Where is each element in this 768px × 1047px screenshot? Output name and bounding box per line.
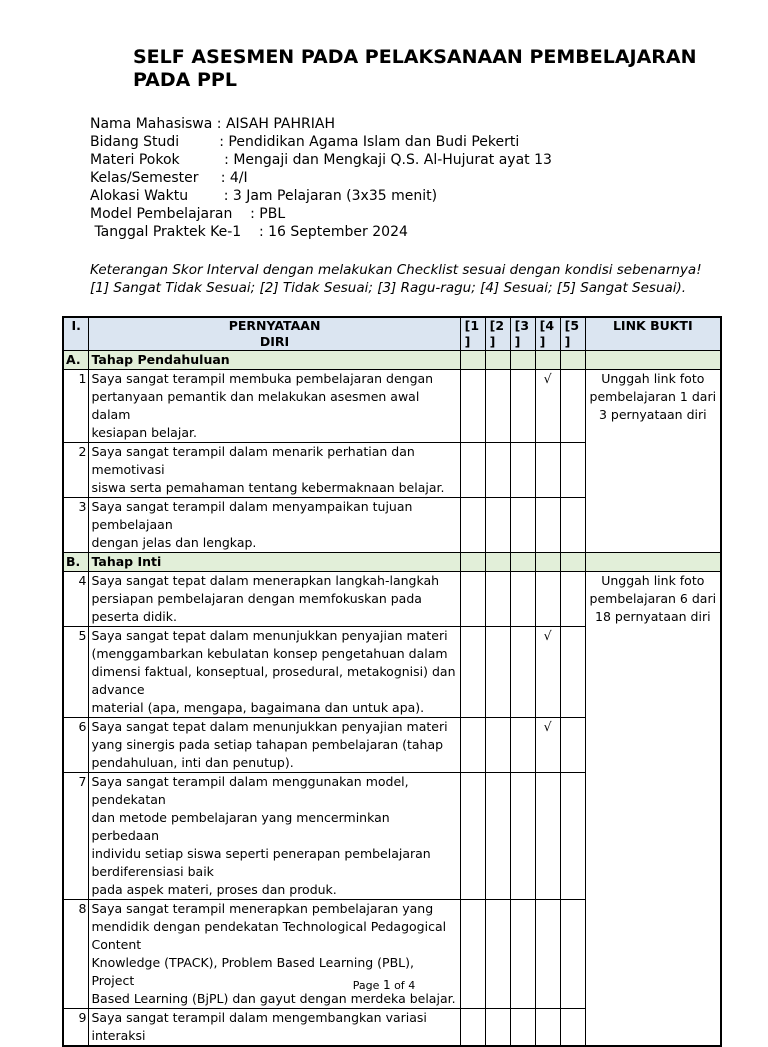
- score-checkbox-5[interactable]: [560, 1009, 585, 1047]
- score-checkbox-3[interactable]: [510, 443, 535, 498]
- statement-number: 5: [63, 627, 89, 718]
- table-header-row: [63, 317, 721, 351]
- score-checkbox-3[interactable]: [510, 627, 535, 718]
- info-alokasi-waktu: Alokasi Waktu : 3 Jam Pelajaran (3x35 menit): [90, 188, 438, 204]
- header-score-3: [3 ]: [510, 317, 535, 351]
- score-checkbox-1[interactable]: [460, 1009, 485, 1047]
- section-row-a: [63, 351, 721, 370]
- statement-line: dengan jelas dan lengkap.: [91, 535, 257, 550]
- statement-line: individu setiap siswa seperti penerapan pembelajaran: [91, 846, 431, 861]
- statement-number: 2: [63, 443, 89, 498]
- section-link-cell: [585, 351, 721, 370]
- statement-line: pertanyaan pemantik dan melakukan asesmen awal dalam: [91, 389, 420, 422]
- footer-middle: of: [390, 979, 409, 992]
- student-info: [90, 115, 690, 241]
- statement-line: Saya sangat tepat dalam menerapkan langkah-langkah: [91, 573, 440, 588]
- score-checkbox-2[interactable]: [485, 718, 510, 773]
- score-checkbox-5[interactable]: [560, 370, 585, 443]
- section-score-cell: [560, 351, 585, 370]
- statement-line: interaksi: [91, 1028, 146, 1043]
- statement-line: pada aspek materi, proses dan produk.: [91, 882, 337, 897]
- score-checkbox-5[interactable]: [560, 773, 585, 900]
- title-line-1: SELF ASESMEN PADA PELAKSANAAN PEMBELAJARAN: [133, 46, 697, 68]
- statement-line: Saya sangat terampil dalam menggunakan model,: [91, 774, 409, 789]
- statement-line: Saya sangat terampil dalam menarik perhatian dan: [91, 444, 415, 459]
- score-checkbox-1[interactable]: [460, 718, 485, 773]
- section-label: A.: [63, 351, 89, 370]
- header-score-2: [2 ]: [485, 317, 510, 351]
- footer-page-total: 4: [408, 979, 416, 992]
- statement-number: 7: [63, 773, 89, 900]
- score-checkbox-2[interactable]: [485, 370, 510, 443]
- table-body: [63, 351, 721, 1047]
- statement-number: 8: [63, 900, 89, 1009]
- score-checkbox-4[interactable]: √: [535, 370, 560, 443]
- score-checkbox-4[interactable]: √: [535, 718, 560, 773]
- section-score-cell: [485, 553, 510, 572]
- table-row: [63, 572, 721, 627]
- score-checkbox-4[interactable]: [535, 900, 560, 1009]
- statement-text: [89, 773, 460, 900]
- header-score-5: [5 ]: [560, 317, 585, 351]
- score-checkbox-2[interactable]: [485, 773, 510, 900]
- info-bidang-studi: Bidang Studi : Pendidikan Agama Islam dan Budi Pekerti: [90, 134, 520, 150]
- header-pernyataan: PERNYATAAN DIRI: [89, 317, 460, 351]
- info-nama: Nama Mahasiswa : AISAH PAHRIAH: [90, 116, 335, 132]
- score-checkbox-1[interactable]: [460, 627, 485, 718]
- statement-text: [89, 718, 460, 773]
- section-score-cell: [460, 553, 485, 572]
- score-checkbox-3[interactable]: [510, 900, 535, 1009]
- statement-text: [89, 370, 460, 443]
- statement-line: Saya sangat terampil membuka pembelajaran dengan: [91, 371, 434, 386]
- statement-line: dan metode pembelajaran yang mencerminkan perbedaan: [91, 810, 390, 843]
- statement-number: 6: [63, 718, 89, 773]
- section-score-cell: [510, 553, 535, 572]
- section-row-b: [63, 553, 721, 572]
- statement-line: pembelajaan: [91, 517, 173, 532]
- score-checkbox-3[interactable]: [510, 370, 535, 443]
- score-checkbox-5[interactable]: [560, 627, 585, 718]
- statement-line: Saya sangat tepat dalam menunjukkan penyajian materi: [91, 628, 448, 643]
- statement-number: 9: [63, 1009, 89, 1047]
- statement-line: kesiapan belajar.: [91, 425, 197, 440]
- section-score-cell: [460, 351, 485, 370]
- statement-line: peserta didik.: [91, 609, 177, 624]
- info-materi-pokok: Materi Pokok : Mengaji dan Mengkaji Q.S. Al-Hujurat ayat 13: [90, 152, 552, 168]
- score-checkbox-4[interactable]: [535, 443, 560, 498]
- statement-line: siswa serta pemahaman tentang kebermaknaan belajar.: [91, 480, 445, 495]
- section-score-cell: [510, 351, 535, 370]
- score-checkbox-1[interactable]: [460, 900, 485, 1009]
- score-checkbox-3[interactable]: [510, 572, 535, 627]
- header-score-4: [4 ]: [535, 317, 560, 351]
- score-checkbox-5[interactable]: [560, 498, 585, 553]
- section-label: B.: [63, 553, 89, 572]
- statement-number: 1: [63, 370, 89, 443]
- statement-line: berdiferensiasi baik: [91, 864, 214, 879]
- statement-line: Saya sangat terampil dalam mengembangkan variasi: [91, 1010, 427, 1025]
- score-checkbox-5[interactable]: [560, 900, 585, 1009]
- link-bukti-cell: Unggah link foto pembelajaran 6 dari 18 pernyataan diri: [585, 572, 721, 1047]
- info-model-pembelajaran: Model Pembelajaran : PBL: [90, 206, 286, 222]
- statement-number: 3: [63, 498, 89, 553]
- page-title: [133, 46, 713, 92]
- statement-line: persiapan pembelajaran dengan memfokuskan pada: [91, 591, 422, 606]
- score-checkbox-4[interactable]: √: [535, 627, 560, 718]
- statement-number: 4: [63, 572, 89, 627]
- score-instructions: [90, 261, 750, 297]
- statement-line: memotivasi: [91, 462, 165, 477]
- score-checkbox-2[interactable]: [485, 498, 510, 553]
- title-line-2: PADA PPL: [133, 69, 237, 91]
- note-line-2: [1] Sangat Tidak Sesuai; [2] Tidak Sesuai; [3] Ragu-ragu; [4] Sesuai; [5] Sangat Sesuai).: [90, 280, 687, 296]
- score-checkbox-1[interactable]: [460, 773, 485, 900]
- statement-text: [89, 900, 460, 1009]
- statement-line: yang sinergis pada setiap tahapan pembelajaran (tahap: [91, 737, 444, 752]
- header-no: I.: [63, 317, 89, 351]
- note-line-1: Keterangan Skor Interval dengan melakukan Checklist sesuai dengan kondisi sebenarnya!: [90, 262, 702, 278]
- score-checkbox-5[interactable]: [560, 443, 585, 498]
- score-checkbox-1[interactable]: [460, 443, 485, 498]
- statement-text: [89, 627, 460, 718]
- score-checkbox-4[interactable]: [535, 773, 560, 900]
- statement-text: [89, 1009, 460, 1047]
- score-checkbox-3[interactable]: [510, 773, 535, 900]
- statement-line: pendekatan: [91, 792, 166, 807]
- statement-line: Based Learning (BjPL) dan gayut dengan merdeka belajar.: [91, 991, 456, 1006]
- score-checkbox-5[interactable]: [560, 572, 585, 627]
- statement-text: [89, 443, 460, 498]
- header-score-1: [1 ]: [460, 317, 485, 351]
- assessment-table: [62, 316, 722, 1047]
- score-checkbox-2[interactable]: [485, 572, 510, 627]
- statement-line: (menggambarkan kebulatan konsep pengetahuan dalam: [91, 646, 448, 661]
- section-score-cell: [485, 351, 510, 370]
- score-checkbox-2[interactable]: [485, 1009, 510, 1047]
- info-kelas-semester: Kelas/Semester : 4/I: [90, 170, 248, 186]
- score-checkbox-3[interactable]: [510, 498, 535, 553]
- statement-text: [89, 572, 460, 627]
- score-checkbox-4[interactable]: [535, 498, 560, 553]
- score-checkbox-3[interactable]: [510, 1009, 535, 1047]
- table-row: [63, 370, 721, 443]
- score-checkbox-2[interactable]: [485, 627, 510, 718]
- score-checkbox-4[interactable]: [535, 1009, 560, 1047]
- link-bukti-cell: Unggah link foto pembelajaran 1 dari 3 pernyataan diri: [585, 370, 721, 553]
- info-tanggal-praktek: Tanggal Praktek Ke-1 : 16 September 2024: [90, 224, 408, 240]
- score-checkbox-5[interactable]: [560, 718, 585, 773]
- statement-line: Saya sangat tepat dalam menunjukkan penyajian materi: [91, 719, 448, 734]
- section-link-cell: [585, 553, 721, 572]
- score-checkbox-2[interactable]: [485, 443, 510, 498]
- section-score-cell: [535, 553, 560, 572]
- score-checkbox-1[interactable]: [460, 572, 485, 627]
- header-link-bukti: LINK BUKTI: [585, 317, 721, 351]
- statement-line: material (apa, mengapa, bagaimana dan untuk apa).: [91, 700, 425, 715]
- statement-text: [89, 498, 460, 553]
- statement-line: Saya sangat terampil dalam menyampaikan tujuan: [91, 499, 413, 514]
- score-checkbox-4[interactable]: [535, 572, 560, 627]
- statement-line: Knowledge (TPACK), Problem Based Learning (PBL), Project: [91, 955, 414, 988]
- score-checkbox-2[interactable]: [485, 900, 510, 1009]
- section-score-cell: [535, 351, 560, 370]
- score-checkbox-3[interactable]: [510, 718, 535, 773]
- section-title: Tahap Pendahuluan: [89, 351, 460, 370]
- footer-page-number: 1: [382, 978, 391, 992]
- statement-line: Saya sangat terampil menerapkan pembelajaran yang: [91, 901, 434, 916]
- page-footer: [0, 978, 768, 992]
- statement-line: mendidik dengan pendekatan Technological Pedagogical: [91, 919, 447, 934]
- statement-line: advance: [91, 682, 145, 697]
- statement-line: dimensi faktual, konseptual, prosedural, metakognisi) dan: [91, 664, 456, 679]
- footer-prefix: Page: [352, 979, 383, 992]
- score-checkbox-1[interactable]: [460, 498, 485, 553]
- statement-line: pendahuluan, inti dan penutup).: [91, 755, 294, 770]
- section-score-cell: [560, 553, 585, 572]
- section-title: Tahap Inti: [89, 553, 460, 572]
- statement-line: Content: [91, 937, 142, 952]
- score-checkbox-1[interactable]: [460, 370, 485, 443]
